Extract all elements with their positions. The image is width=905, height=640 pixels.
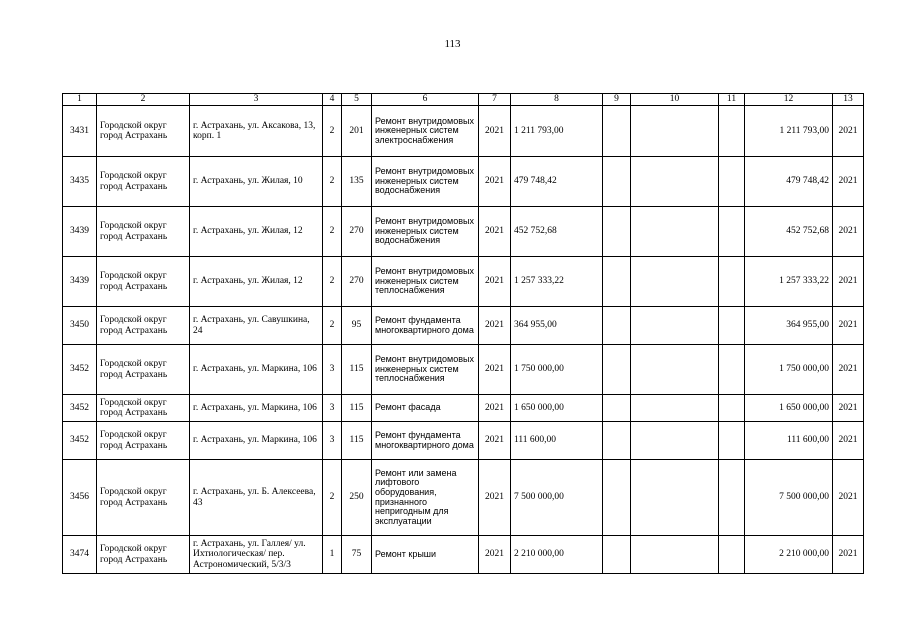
col-11-value-cell bbox=[719, 157, 745, 207]
col-10-value-cell bbox=[631, 422, 719, 460]
col-9-value-cell bbox=[603, 460, 631, 536]
column-header: 4 bbox=[323, 94, 342, 106]
work-type-cell: Ремонт внутридомовых инженерных систем теплоснабжения bbox=[372, 257, 479, 307]
completion-year-cell: 2021 bbox=[833, 257, 864, 307]
col-4-value-cell: 2 bbox=[323, 307, 342, 345]
col-4-value-cell: 2 bbox=[323, 106, 342, 157]
col-10-value-cell bbox=[631, 307, 719, 345]
col-5-value-cell: 95 bbox=[342, 307, 372, 345]
col-9-value-cell bbox=[603, 345, 631, 395]
col-5-value-cell: 250 bbox=[342, 460, 372, 536]
row-id-cell: 3474 bbox=[63, 536, 97, 574]
amount-cell: 7 500 000,00 bbox=[511, 460, 603, 536]
amount-cell: 1 650 000,00 bbox=[511, 395, 603, 422]
year-cell: 2021 bbox=[479, 345, 511, 395]
col-11-value-cell bbox=[719, 106, 745, 157]
col-10-value-cell bbox=[631, 395, 719, 422]
col-5-value-cell: 270 bbox=[342, 207, 372, 257]
header-row bbox=[63, 94, 864, 106]
completion-year-cell: 2021 bbox=[833, 106, 864, 157]
column-header: 8 bbox=[511, 94, 603, 106]
completion-year-cell: 2021 bbox=[833, 207, 864, 257]
table-row bbox=[63, 536, 864, 574]
table-row bbox=[63, 345, 864, 395]
col-5-value-cell: 115 bbox=[342, 345, 372, 395]
col-9-value-cell bbox=[603, 536, 631, 574]
col-11-value-cell bbox=[719, 345, 745, 395]
row-id-cell: 3435 bbox=[63, 157, 97, 207]
col-11-value-cell bbox=[719, 536, 745, 574]
col-4-value-cell: 1 bbox=[323, 536, 342, 574]
column-header: 11 bbox=[719, 94, 745, 106]
col-4-value-cell: 3 bbox=[323, 422, 342, 460]
row-id-cell: 3431 bbox=[63, 106, 97, 157]
work-type-cell: Ремонт фундамента многоквартирного дома bbox=[372, 422, 479, 460]
row-id-cell: 3452 bbox=[63, 395, 97, 422]
address-cell: г. Астрахань, ул. Маркина, 106 bbox=[190, 345, 323, 395]
col-5-value-cell: 135 bbox=[342, 157, 372, 207]
work-type-cell: Ремонт или замена лифтового оборудования, признанного непригодным для эксплуатации bbox=[372, 460, 479, 536]
year-cell: 2021 bbox=[479, 460, 511, 536]
total-amount-cell: 452 752,68 bbox=[745, 207, 833, 257]
municipality-cell: Городской округ город Астрахань bbox=[97, 106, 190, 157]
row-id-cell: 3439 bbox=[63, 257, 97, 307]
completion-year-cell: 2021 bbox=[833, 395, 864, 422]
year-cell: 2021 bbox=[479, 307, 511, 345]
col-11-value-cell bbox=[719, 460, 745, 536]
amount-cell: 2 210 000,00 bbox=[511, 536, 603, 574]
completion-year-cell: 2021 bbox=[833, 536, 864, 574]
column-header: 3 bbox=[190, 94, 323, 106]
col-10-value-cell bbox=[631, 207, 719, 257]
year-cell: 2021 bbox=[479, 106, 511, 157]
year-cell: 2021 bbox=[479, 422, 511, 460]
table-body bbox=[63, 106, 864, 574]
col-9-value-cell bbox=[603, 207, 631, 257]
col-11-value-cell bbox=[719, 207, 745, 257]
col-11-value-cell bbox=[719, 422, 745, 460]
address-cell: г. Астрахань, ул. Савушкина, 24 bbox=[190, 307, 323, 345]
total-amount-cell: 2 210 000,00 bbox=[745, 536, 833, 574]
col-9-value-cell bbox=[603, 307, 631, 345]
work-type-cell: Ремонт фундамента многоквартирного дома bbox=[372, 307, 479, 345]
col-9-value-cell bbox=[603, 257, 631, 307]
table-row bbox=[63, 106, 864, 157]
total-amount-cell: 1 257 333,22 bbox=[745, 257, 833, 307]
amount-cell: 479 748,42 bbox=[511, 157, 603, 207]
municipality-cell: Городской округ город Астрахань bbox=[97, 207, 190, 257]
col-5-value-cell: 115 bbox=[342, 422, 372, 460]
address-cell: г. Астрахань, ул. Б. Алексеева, 43 bbox=[190, 460, 323, 536]
col-5-value-cell: 270 bbox=[342, 257, 372, 307]
total-amount-cell: 1 750 000,00 bbox=[745, 345, 833, 395]
col-9-value-cell bbox=[603, 157, 631, 207]
municipality-cell: Городской округ город Астрахань bbox=[97, 257, 190, 307]
year-cell: 2021 bbox=[479, 157, 511, 207]
amount-cell: 364 955,00 bbox=[511, 307, 603, 345]
address-cell: г. Астрахань, ул. Аксакова, 13, корп. 1 bbox=[190, 106, 323, 157]
completion-year-cell: 2021 bbox=[833, 307, 864, 345]
col-5-value-cell: 115 bbox=[342, 395, 372, 422]
work-type-cell: Ремонт внутридомовых инженерных систем водоснабжения bbox=[372, 207, 479, 257]
work-type-cell: Ремонт фасада bbox=[372, 395, 479, 422]
year-cell: 2021 bbox=[479, 536, 511, 574]
row-id-cell: 3439 bbox=[63, 207, 97, 257]
col-11-value-cell bbox=[719, 395, 745, 422]
year-cell: 2021 bbox=[479, 395, 511, 422]
column-header: 5 bbox=[342, 94, 372, 106]
municipality-cell: Городской округ город Астрахань bbox=[97, 460, 190, 536]
repair-register-table bbox=[62, 93, 864, 574]
total-amount-cell: 111 600,00 bbox=[745, 422, 833, 460]
municipality-cell: Городской округ город Астрахань bbox=[97, 422, 190, 460]
total-amount-cell: 1 650 000,00 bbox=[745, 395, 833, 422]
row-id-cell: 3450 bbox=[63, 307, 97, 345]
amount-cell: 1 257 333,22 bbox=[511, 257, 603, 307]
year-cell: 2021 bbox=[479, 207, 511, 257]
column-header: 9 bbox=[603, 94, 631, 106]
col-5-value-cell: 201 bbox=[342, 106, 372, 157]
col-4-value-cell: 2 bbox=[323, 257, 342, 307]
completion-year-cell: 2021 bbox=[833, 460, 864, 536]
col-4-value-cell: 3 bbox=[323, 395, 342, 422]
completion-year-cell: 2021 bbox=[833, 422, 864, 460]
col-5-value-cell: 75 bbox=[342, 536, 372, 574]
col-4-value-cell: 2 bbox=[323, 460, 342, 536]
column-header: 2 bbox=[97, 94, 190, 106]
col-9-value-cell bbox=[603, 106, 631, 157]
amount-cell: 1 750 000,00 bbox=[511, 345, 603, 395]
work-type-cell: Ремонт крыши bbox=[372, 536, 479, 574]
column-header: 13 bbox=[833, 94, 864, 106]
work-type-cell: Ремонт внутридомовых инженерных систем теплоснабжения bbox=[372, 345, 479, 395]
address-cell: г. Астрахань, ул. Жилая, 12 bbox=[190, 207, 323, 257]
col-10-value-cell bbox=[631, 460, 719, 536]
page-number: 113 bbox=[444, 38, 461, 50]
col-9-value-cell bbox=[603, 395, 631, 422]
table-row bbox=[63, 422, 864, 460]
completion-year-cell: 2021 bbox=[833, 157, 864, 207]
col-10-value-cell bbox=[631, 345, 719, 395]
column-header: 7 bbox=[479, 94, 511, 106]
amount-cell: 111 600,00 bbox=[511, 422, 603, 460]
municipality-cell: Городской округ город Астрахань bbox=[97, 536, 190, 574]
address-cell: г. Астрахань, ул. Маркина, 106 bbox=[190, 422, 323, 460]
col-10-value-cell bbox=[631, 257, 719, 307]
work-type-cell: Ремонт внутридомовых инженерных систем электроснабжения bbox=[372, 106, 479, 157]
col-10-value-cell bbox=[631, 536, 719, 574]
column-header: 10 bbox=[631, 94, 719, 106]
total-amount-cell: 479 748,42 bbox=[745, 157, 833, 207]
work-type-cell: Ремонт внутридомовых инженерных систем водоснабжения bbox=[372, 157, 479, 207]
table-row bbox=[63, 460, 864, 536]
municipality-cell: Городской округ город Астрахань bbox=[97, 395, 190, 422]
col-4-value-cell: 3 bbox=[323, 345, 342, 395]
col-4-value-cell: 2 bbox=[323, 157, 342, 207]
col-10-value-cell bbox=[631, 106, 719, 157]
table-row bbox=[63, 207, 864, 257]
amount-cell: 452 752,68 bbox=[511, 207, 603, 257]
row-id-cell: 3452 bbox=[63, 422, 97, 460]
completion-year-cell: 2021 bbox=[833, 345, 864, 395]
table-row bbox=[63, 307, 864, 345]
col-9-value-cell bbox=[603, 422, 631, 460]
address-cell: г. Астрахань, ул. Жилая, 12 bbox=[190, 257, 323, 307]
col-11-value-cell bbox=[719, 257, 745, 307]
municipality-cell: Городской округ город Астрахань bbox=[97, 345, 190, 395]
col-11-value-cell bbox=[719, 307, 745, 345]
row-id-cell: 3452 bbox=[63, 345, 97, 395]
column-header: 6 bbox=[372, 94, 479, 106]
address-cell: г. Астрахань, ул. Галлея/ ул. Ихтиологическая/ пер. Астрономический, 5/3/3 bbox=[190, 536, 323, 574]
column-header: 12 bbox=[745, 94, 833, 106]
total-amount-cell: 364 955,00 bbox=[745, 307, 833, 345]
total-amount-cell: 7 500 000,00 bbox=[745, 460, 833, 536]
table-row bbox=[63, 157, 864, 207]
total-amount-cell: 1 211 793,00 bbox=[745, 106, 833, 157]
table-row bbox=[63, 257, 864, 307]
column-header: 1 bbox=[63, 94, 97, 106]
year-cell: 2021 bbox=[479, 257, 511, 307]
address-cell: г. Астрахань, ул. Маркина, 106 bbox=[190, 395, 323, 422]
address-cell: г. Астрахань, ул. Жилая, 10 bbox=[190, 157, 323, 207]
row-id-cell: 3456 bbox=[63, 460, 97, 536]
amount-cell: 1 211 793,00 bbox=[511, 106, 603, 157]
municipality-cell: Городской округ город Астрахань bbox=[97, 157, 190, 207]
col-10-value-cell bbox=[631, 157, 719, 207]
table-row bbox=[63, 395, 864, 422]
col-4-value-cell: 2 bbox=[323, 207, 342, 257]
municipality-cell: Городской округ город Астрахань bbox=[97, 307, 190, 345]
